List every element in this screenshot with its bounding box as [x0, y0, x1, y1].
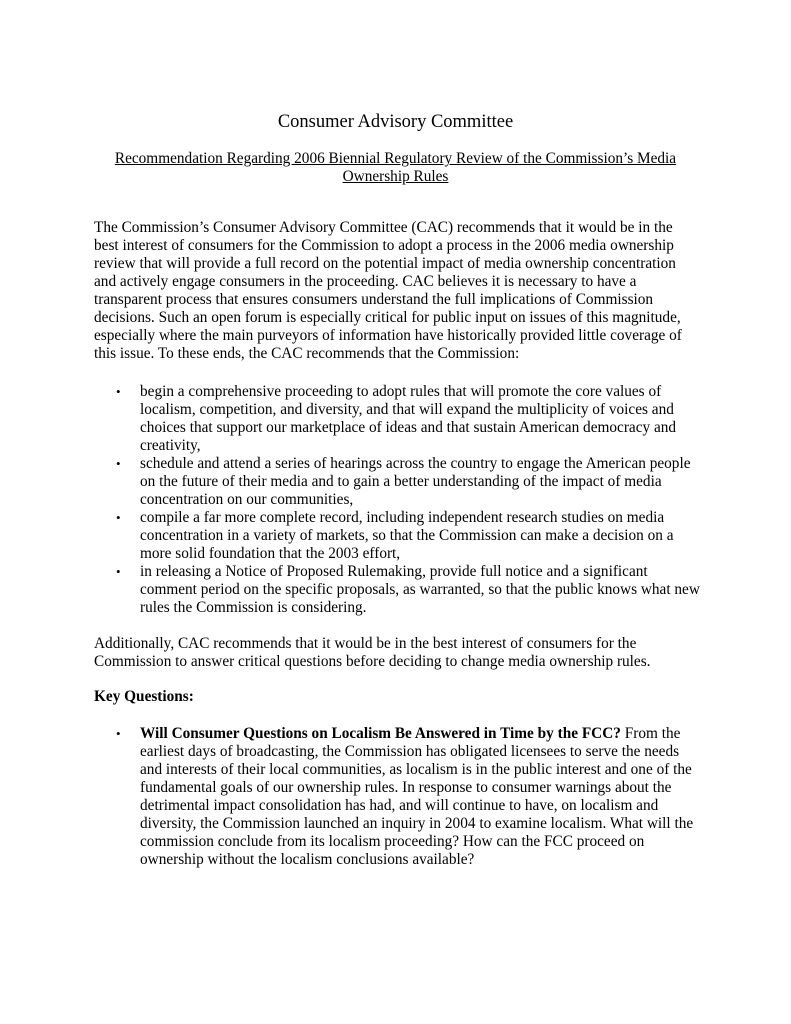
bullet-icon: •	[116, 510, 121, 525]
list-item-text: begin a comprehensive proceeding to adopt rules that will promote the core values of localism, competition, and diversity, and that will expand the multiplicity of voices and choices that support our marketplace of ideas and that sustain American democracy and creativity,	[140, 383, 677, 454]
bullet-icon: •	[116, 456, 121, 471]
bullet-icon: •	[116, 384, 121, 399]
key-question-body: From the earliest days of broadcasting, the Commission has obligated licensees to serve the needs and interests of their local communities, as localism is in the public interest and one of the fundamental goals of our ownership rules. In response to consumer warnings about the detrimental impact consolidation has had, and will continue to have, on localism and diversity, the Commission launched an inquiry in 2004 to examine localism. What will the commission conclude from its localism proceeding? How can the FCC proceed on ownership without the localism conclusions available?	[140, 725, 694, 868]
list-item	[94, 725, 700, 869]
bullet-icon: •	[116, 564, 121, 579]
list-item	[94, 383, 700, 455]
document-title: Consumer Advisory Committee	[277, 112, 514, 132]
additionally-paragraph: Additionally, CAC recommends that it would be in the best interest of consumers for the Commission to answer critical questions before deciding to change media ownership rules.	[94, 635, 651, 670]
list-item	[94, 509, 700, 563]
list-item	[94, 455, 700, 509]
document-subtitle: Recommendation Regarding 2006 Biennial Regulatory Review of the Commission’s Media Ownership Rules	[114, 150, 677, 185]
list-item	[94, 563, 700, 617]
recommendations-list	[94, 383, 700, 617]
key-questions-list	[94, 725, 700, 869]
key-questions-heading: Key Questions:	[94, 688, 194, 705]
list-item-text: schedule and attend a series of hearings across the country to engage the American people on the future of their media and to gain a better understanding of the impact of media concentration on our communities,	[140, 455, 691, 508]
list-item-text: compile a far more complete record, including independent research studies on media concentration in a variety of markets, so that the Commission can make a decision on a more solid foundation that the 2003 effort,	[140, 509, 674, 562]
key-question-title: Will Consumer Questions on Localism Be Answered in Time by the FCC?	[140, 725, 621, 742]
bullet-icon: •	[116, 726, 121, 741]
intro-paragraph: The Commission’s Consumer Advisory Committee (CAC) recommends that it would be in the best interest of consumers for the Commission to adopt a process in the 2006 media ownership review that will provide a full record on the potential impact of media ownership concentration and actively engage consumers in the proceeding. CAC believes it is necessary to have a transparent process that ensures consumers understand the full implications of Commission decisions. Such an open forum is especially critical for public input on issues of this magnitude, especially where the main purveyors of information have historically provided little coverage of this issue. To these ends, the CAC recommends that the Commission:	[94, 219, 682, 362]
list-item-text: in releasing a Notice of Proposed Rulemaking, provide full notice and a significant comment period on the specific proposals, as warranted, so that the public knows what new rules the Commission is considering.	[140, 563, 700, 616]
